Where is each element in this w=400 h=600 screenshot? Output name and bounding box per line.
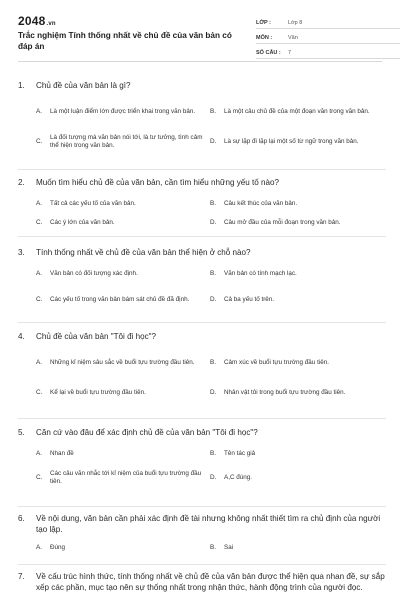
option-d[interactable] bbox=[210, 131, 382, 153]
question-text bbox=[18, 247, 386, 258]
option-letter: A. bbox=[36, 107, 43, 115]
option-text: Câu mở đầu của mỗi đoạn trong văn bản. bbox=[224, 218, 341, 226]
question-body: Muốn tìm hiểu chủ đề của văn bản, cần tìm hiểu những yếu tố nào? bbox=[36, 178, 279, 187]
question-number: 3. bbox=[18, 248, 25, 257]
meta-row-count bbox=[256, 44, 400, 59]
option-letter: A. bbox=[36, 358, 43, 366]
logo-suffix: .vn bbox=[46, 21, 56, 27]
question-body: Chủ đề của văn bản "Tôi đi học"? bbox=[36, 332, 157, 341]
question-body: Về nội dung, văn bản cần phải xác định đề tài nhưng không nhất thiết tìm ra chủ định của người tạo lập. bbox=[36, 514, 381, 534]
meta-value: 7 bbox=[288, 50, 292, 56]
question-text bbox=[18, 571, 386, 593]
meta-label: MÔN : bbox=[256, 35, 273, 41]
option-a[interactable] bbox=[36, 448, 206, 460]
question-body: Về cấu trúc hình thức, tính thống nhất về chủ đề của văn bản được thể hiện qua nhan đề, sự sắp xếp các phần, mục tạo nên sự thống nhất trong nhận thức, hành động trình của người đọc. bbox=[36, 572, 385, 592]
option-text: Nhân vật tôi trong buổi tựu trường đầu tiên. bbox=[224, 388, 346, 396]
option-text: Câu kết thúc của văn bản. bbox=[224, 199, 298, 207]
option-b[interactable] bbox=[210, 352, 382, 374]
option-text: Văn bản có tính mạch lạc. bbox=[224, 269, 297, 277]
option-letter: B. bbox=[210, 543, 217, 551]
option-letter: D. bbox=[210, 295, 217, 303]
question-body: Chủ đề của văn bản là gì? bbox=[36, 81, 131, 90]
option-letter: B. bbox=[210, 269, 217, 277]
option-letter: C. bbox=[36, 388, 43, 396]
option-letter: D. bbox=[210, 473, 217, 481]
option-letter: A. bbox=[36, 269, 43, 277]
meta-value: Văn bbox=[288, 35, 298, 41]
option-b[interactable] bbox=[210, 198, 382, 210]
option-text: Đúng bbox=[50, 543, 66, 551]
option-letter: C. bbox=[36, 473, 43, 481]
question-number: 7. bbox=[18, 572, 25, 581]
option-text: Những kỉ niệm sâu sắc về buổi tựu trường đầu tiên. bbox=[50, 358, 195, 366]
option-text: Kể lại về buổi tựu trường đầu tiên. bbox=[50, 388, 146, 396]
option-b[interactable] bbox=[210, 101, 382, 123]
question-1 bbox=[18, 80, 386, 170]
question-number: 1. bbox=[18, 81, 25, 90]
option-text: Tất cả các yếu tố của văn bản. bbox=[50, 199, 136, 207]
option-letter: A. bbox=[36, 449, 43, 457]
meta-value: Lớp 8 bbox=[288, 20, 303, 26]
option-text: Các yếu tố trong văn bản bám sát chủ đề đã định. bbox=[50, 295, 190, 303]
option-text: Các câu văn nhắc tới kỉ niệm của buổi tựu trường đầu tiên. bbox=[50, 469, 202, 485]
option-text: Là một câu chủ đề của một đoạn văn trong văn bản. bbox=[224, 107, 370, 115]
option-letter: D. bbox=[210, 388, 217, 396]
option-a[interactable] bbox=[36, 542, 206, 554]
question-number: 2. bbox=[18, 178, 25, 187]
question-text bbox=[18, 331, 386, 342]
logo-main: 2048 bbox=[18, 14, 46, 28]
option-d[interactable] bbox=[210, 467, 382, 489]
question-text bbox=[18, 513, 386, 535]
option-c[interactable] bbox=[36, 382, 206, 404]
question-number: 6. bbox=[18, 514, 25, 523]
question-5 bbox=[18, 427, 386, 507]
option-text: Cảm xúc về buổi tựu trường đầu tiên. bbox=[224, 358, 329, 366]
question-3 bbox=[18, 247, 386, 323]
option-letter: B. bbox=[210, 449, 217, 457]
question-body: Tính thống nhất về chủ đề của văn bản thể hiện ở chỗ nào? bbox=[36, 248, 251, 257]
question-2 bbox=[18, 177, 386, 237]
option-letter: C. bbox=[36, 218, 43, 226]
quiz-meta bbox=[256, 14, 400, 59]
option-text: Cả ba yếu tố trên. bbox=[224, 295, 275, 303]
option-text: Sai bbox=[224, 543, 234, 551]
option-c[interactable] bbox=[36, 289, 206, 311]
option-c[interactable] bbox=[36, 217, 206, 229]
option-c[interactable] bbox=[36, 131, 206, 153]
option-letter: C. bbox=[36, 137, 43, 145]
option-c[interactable] bbox=[36, 467, 206, 489]
option-letter: D. bbox=[210, 218, 217, 226]
option-letter: C. bbox=[36, 295, 43, 303]
option-d[interactable] bbox=[210, 382, 382, 404]
option-letter: A. bbox=[36, 543, 43, 551]
question-number: 5. bbox=[18, 428, 25, 437]
option-letter: B. bbox=[210, 358, 217, 366]
option-d[interactable] bbox=[210, 217, 386, 229]
option-text: Tên tác giả bbox=[224, 449, 256, 457]
meta-row-subject bbox=[256, 29, 400, 44]
option-b[interactable] bbox=[210, 448, 382, 460]
option-letter: A. bbox=[36, 199, 43, 207]
option-a[interactable] bbox=[36, 101, 206, 123]
option-b[interactable] bbox=[210, 268, 382, 280]
question-number: 4. bbox=[18, 332, 25, 341]
option-a[interactable] bbox=[36, 268, 206, 280]
meta-label: SỐ CÂU : bbox=[256, 50, 281, 56]
option-letter: D. bbox=[210, 137, 217, 145]
site-logo[interactable] bbox=[18, 14, 56, 28]
option-text: A,C đúng. bbox=[224, 473, 253, 481]
question-7 bbox=[18, 571, 386, 600]
option-text: Là sự lặp đi lặp lại một số từ ngữ trong văn bản. bbox=[224, 137, 359, 145]
meta-label: LỚP : bbox=[256, 20, 271, 26]
meta-row-grade bbox=[256, 14, 400, 29]
option-text: Nhan đề bbox=[50, 449, 74, 457]
option-letter: B. bbox=[210, 199, 217, 207]
question-6 bbox=[18, 513, 386, 565]
option-text: Các ý lớn của văn bản. bbox=[50, 218, 115, 226]
option-a[interactable] bbox=[36, 352, 206, 374]
question-text bbox=[18, 177, 386, 188]
question-4 bbox=[18, 331, 386, 419]
question-text bbox=[18, 427, 386, 438]
question-text bbox=[18, 80, 386, 91]
page-title: Trắc nghiệm Tính thống nhất về chủ đề của văn bản có đáp án bbox=[18, 31, 232, 51]
option-a[interactable] bbox=[36, 198, 206, 210]
option-b[interactable] bbox=[210, 542, 382, 554]
option-text: Là đối tượng mà văn bản nói tới, là tư tưởng, tình cảm thể hiện trong văn bản. bbox=[50, 133, 203, 149]
option-text: Văn bản có đối tượng xác định. bbox=[50, 269, 138, 277]
option-d[interactable] bbox=[210, 289, 382, 311]
option-text: Là một luận điểm lớn được triển khai trong văn bản. bbox=[50, 107, 196, 115]
question-body: Căn cứ vào đâu để xác định chủ đề của văn bản "Tôi đi học"? bbox=[36, 428, 258, 437]
option-letter: B. bbox=[210, 107, 217, 115]
page-header bbox=[18, 0, 382, 62]
